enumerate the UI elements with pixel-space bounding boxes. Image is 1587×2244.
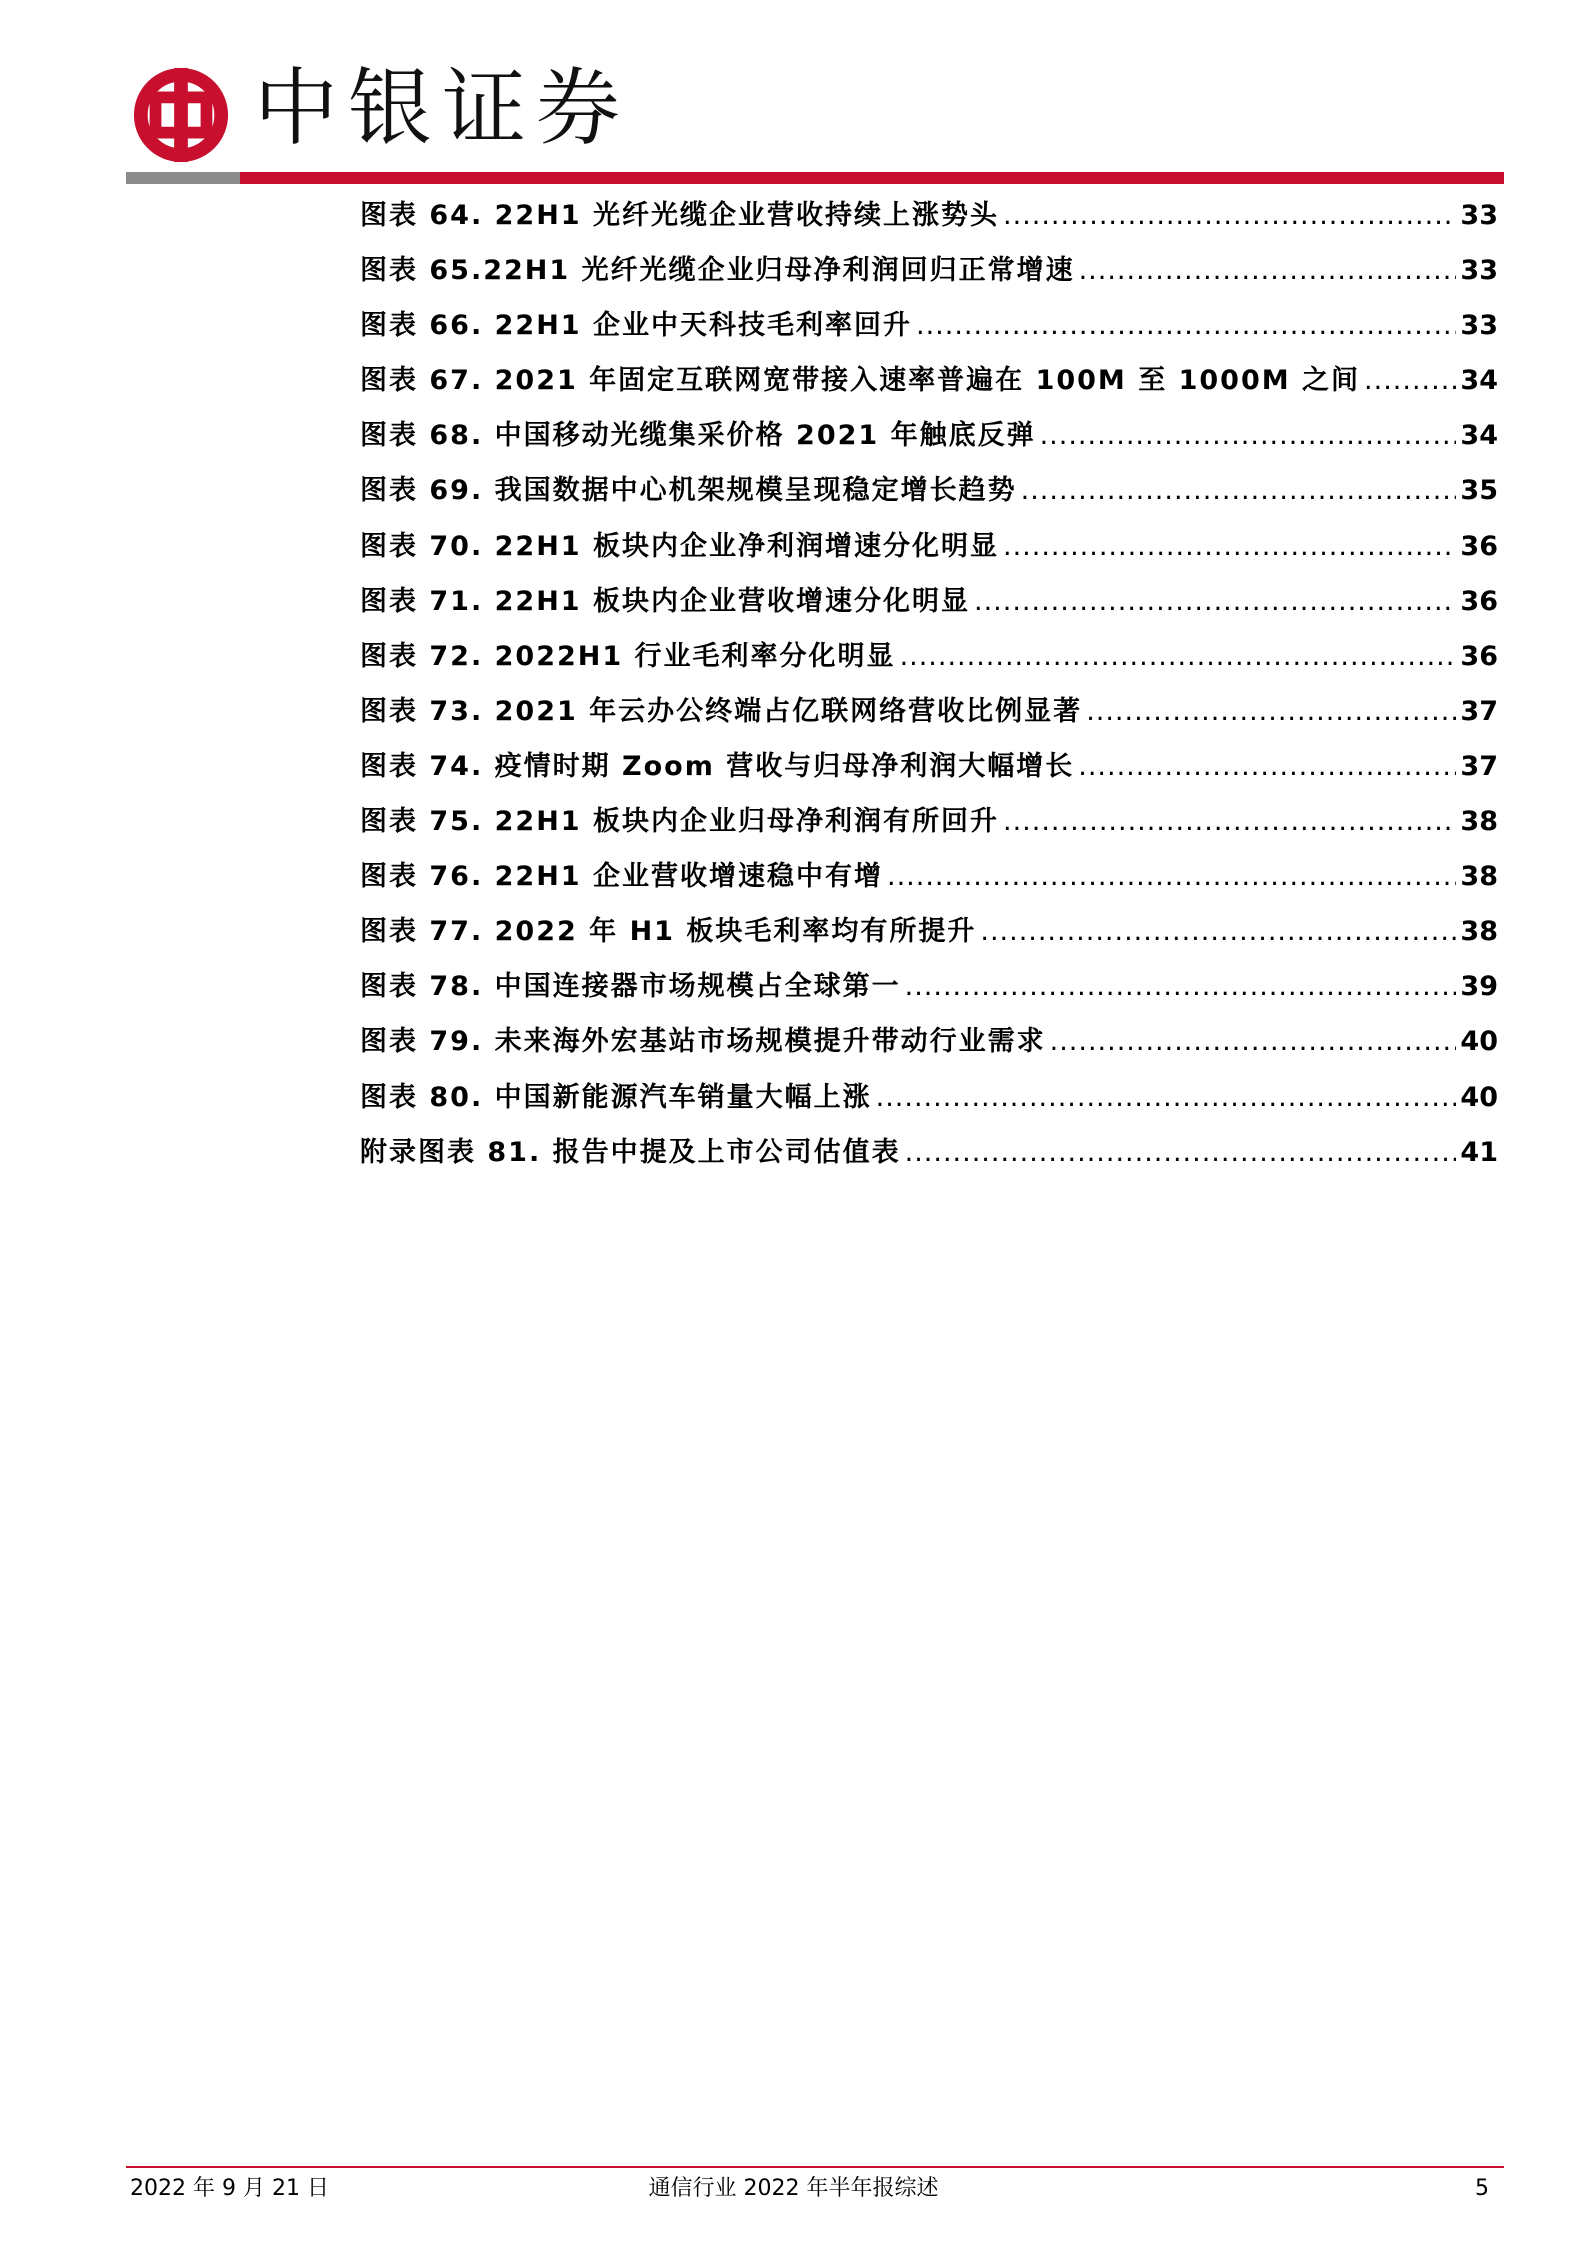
dot-leader xyxy=(1003,188,1456,243)
toc-entry-page: 33 xyxy=(1460,310,1498,342)
toc-entry-label: 图表 68. 中国移动光缆集采价格 2021 年触底反弹 xyxy=(360,420,1036,452)
toc-entry-label: 图表 65.22H1 光纤光缆企业归母净利润回归正常增速 xyxy=(360,255,1075,287)
toc-entry-label: 图表 73. 2021 年云办公终端占亿联网络营收比例显著 xyxy=(360,695,1083,727)
toc-entry-label: 图表 77. 2022 年 H1 板块毛利率均有所提升 xyxy=(360,916,977,948)
toc-entry[interactable] xyxy=(360,739,1498,794)
dot-leader xyxy=(980,904,1456,959)
footer-report-title: 通信行业 2022 年半年报综述 xyxy=(648,2176,939,2201)
toc-entry-label: 图表 79. 未来海外宏基站市场规模提升带动行业需求 xyxy=(360,1026,1046,1058)
dot-leader xyxy=(1078,739,1456,794)
toc-entry[interactable] xyxy=(360,463,1498,518)
dot-leader xyxy=(1003,794,1456,849)
toc-entry[interactable] xyxy=(360,904,1498,959)
toc-entry-label: 图表 75. 22H1 板块内企业归母净利润有所回升 xyxy=(360,806,999,838)
dot-leader xyxy=(1050,1014,1457,1069)
brand-name: 中银证券 xyxy=(254,59,631,157)
toc-entry-page: 38 xyxy=(1460,806,1498,838)
toc-entry[interactable] xyxy=(360,1125,1498,1180)
dot-leader xyxy=(900,629,1457,684)
toc-entry-page: 40 xyxy=(1460,1026,1498,1058)
dot-leader xyxy=(1079,243,1457,298)
toc-entry-label: 图表 72. 2022H1 行业毛利率分化明显 xyxy=(360,640,896,672)
toc-entry[interactable] xyxy=(360,1070,1498,1125)
toc-entry-page: 38 xyxy=(1460,916,1498,948)
toc-entry-label: 图表 66. 22H1 企业中天科技毛利率回升 xyxy=(360,310,912,342)
dot-leader xyxy=(876,1070,1457,1125)
toc-entry-label: 图表 71. 22H1 板块内企业营收增速分化明显 xyxy=(360,585,970,617)
toc-entry-page: 39 xyxy=(1460,971,1498,1003)
dot-leader xyxy=(1021,463,1457,518)
toc-entry-label: 图表 69. 我国数据中心机架规模呈现稳定增长趋势 xyxy=(360,475,1017,507)
toc-entry[interactable] xyxy=(360,849,1498,904)
toc-entry[interactable] xyxy=(360,684,1498,739)
dot-leader xyxy=(1003,519,1456,574)
footer-divider xyxy=(126,2166,1504,2168)
toc-entry[interactable] xyxy=(360,574,1498,629)
dot-leader xyxy=(916,298,1456,353)
toc-entry-label: 图表 64. 22H1 光纤光缆企业营收持续上涨势头 xyxy=(360,200,999,231)
toc-entry-page: 33 xyxy=(1460,200,1498,231)
toc-entry[interactable] xyxy=(360,959,1498,1014)
toc-entry[interactable] xyxy=(360,298,1498,353)
toc-entry[interactable] xyxy=(360,188,1498,243)
toc-entry-label: 图表 74. 疫情时期 Zoom 营收与归母净利润大幅增长 xyxy=(360,750,1075,782)
toc-entry-page: 37 xyxy=(1460,695,1498,727)
toc-entry-page: 36 xyxy=(1460,530,1498,562)
toc-entry[interactable] xyxy=(360,794,1498,849)
toc-entry[interactable] xyxy=(360,408,1498,463)
toc-entry-page: 36 xyxy=(1460,640,1498,672)
toc-entry[interactable] xyxy=(360,243,1498,298)
toc-entry-page: 34 xyxy=(1460,420,1498,452)
page-header xyxy=(0,0,1587,190)
toc-entry[interactable] xyxy=(360,519,1498,574)
footer-date: 2022 年 9 月 21 日 xyxy=(130,2176,329,2201)
footer-page-number: 5 xyxy=(1475,2176,1489,2201)
dot-leader xyxy=(1086,684,1456,739)
dot-leader xyxy=(905,1125,1457,1180)
header-divider-red xyxy=(240,172,1504,184)
toc-entry-page: 37 xyxy=(1460,750,1498,782)
toc-entry-label: 图表 78. 中国连接器市场规模占全球第一 xyxy=(360,971,901,1003)
toc-entry-label: 图表 76. 22H1 企业营收增速稳中有增 xyxy=(360,861,883,893)
toc-entry-page: 33 xyxy=(1460,255,1498,287)
header-divider-gray xyxy=(126,172,240,184)
toc-entry-page: 40 xyxy=(1460,1081,1498,1113)
toc-entry[interactable] xyxy=(360,353,1498,408)
toc-entry-label: 图表 70. 22H1 板块内企业净利润增速分化明显 xyxy=(360,530,999,562)
toc-entry-label: 附录图表 81. 报告中提及上市公司估值表 xyxy=(360,1136,901,1168)
toc-entry-page: 41 xyxy=(1460,1136,1498,1168)
toc-entry-page: 36 xyxy=(1460,585,1498,617)
dot-leader xyxy=(1040,408,1457,463)
dot-leader xyxy=(905,959,1457,1014)
toc-entry-page: 35 xyxy=(1460,475,1498,507)
toc-entry-label: 图表 67. 2021 年固定互联网宽带接入速率普遍在 100M 至 1000M 之间 xyxy=(360,365,1361,397)
toc-entry-label: 图表 80. 中国新能源汽车销量大幅上涨 xyxy=(360,1081,872,1113)
table-of-contents xyxy=(360,188,1498,1180)
toc-entry[interactable] xyxy=(360,629,1498,684)
toc-entry-page: 34 xyxy=(1460,365,1498,397)
toc-entry[interactable] xyxy=(360,1014,1498,1069)
dot-leader xyxy=(974,574,1456,629)
dot-leader xyxy=(887,849,1456,904)
toc-entry-page: 38 xyxy=(1460,861,1498,893)
bank-of-china-logo-icon xyxy=(132,66,230,164)
dot-leader xyxy=(1364,353,1456,408)
